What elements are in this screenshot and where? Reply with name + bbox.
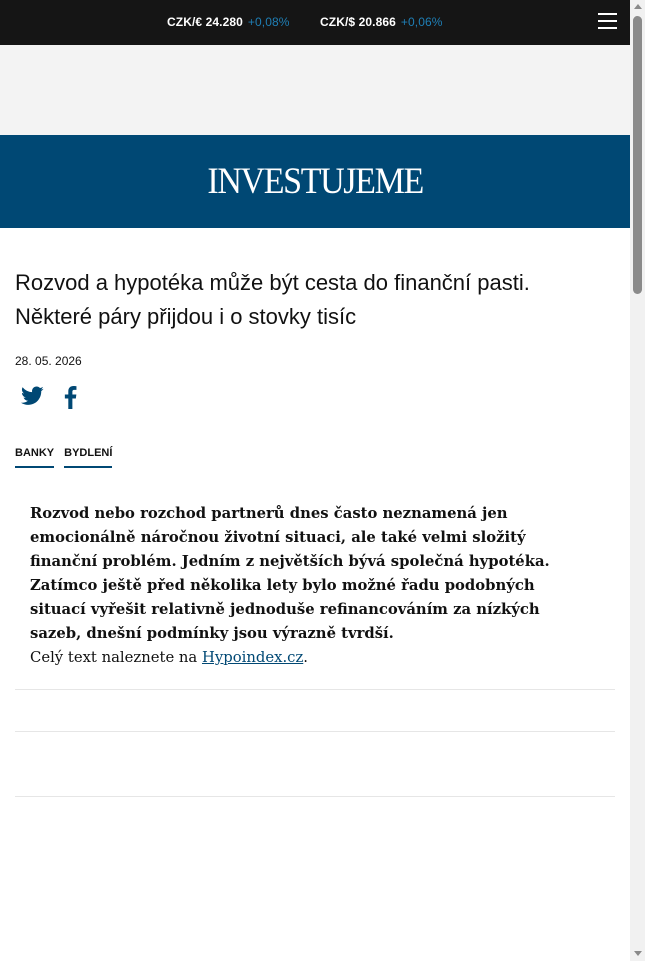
- hamburger-menu-icon[interactable]: [598, 13, 617, 29]
- source-suffix: .: [303, 649, 308, 666]
- facebook-share-button[interactable]: [64, 386, 77, 414]
- top-bar: [0, 0, 630, 45]
- site-logo[interactable]: INVESTUJEME: [207, 161, 423, 202]
- facebook-icon: [64, 386, 77, 409]
- ticker-usd-change: +0,06%: [400, 15, 443, 29]
- tag-bydleni[interactable]: BYDLENÍ: [64, 447, 112, 468]
- divider: [15, 796, 615, 797]
- twitter-icon: [21, 386, 44, 406]
- scroll-down-arrow-icon[interactable]: [634, 951, 642, 956]
- ticker-eur-change: +0,08%: [247, 15, 290, 29]
- ad-placeholder: [0, 45, 630, 135]
- scrollbar[interactable]: [630, 0, 645, 961]
- scrollbar-thumb[interactable]: [633, 16, 642, 294]
- ticker-usd-rate: CZK/$ 20.866: [320, 15, 396, 29]
- source-prefix: Celý text naleznete na: [30, 649, 198, 666]
- source-link[interactable]: Hypoindex.cz: [201, 649, 304, 666]
- article-title: Rozvod a hypotéka může být cesta do finanční pasti. Některé páry přijdou i o stovky tisíc: [15, 270, 530, 329]
- scroll-up-arrow-icon[interactable]: [634, 4, 642, 9]
- perex-text: Rozvod nebo rozchod partnerů dnes často neznamená jen emocionálně náročnou životní situaci, ale také velmi složitý finanční problém. Jedním z největších bývá společná hypotéka. Zatímco ještě před několika lety bylo možné řadu podobných situací vyřešit relativně jednoduše refinancováním za nízkých sazeb, dnešní podmínky jsou výrazně tvrdší.: [30, 505, 550, 642]
- ticker-eur-rate: CZK/€ 24.280: [167, 15, 243, 29]
- ticker-usd: [320, 15, 443, 29]
- divider: [15, 689, 615, 690]
- source-line: [30, 646, 595, 670]
- twitter-share-button[interactable]: [21, 386, 44, 411]
- article-perex: [30, 502, 595, 670]
- divider: [15, 731, 615, 732]
- tag-banky[interactable]: BANKY: [15, 447, 54, 468]
- article-tags: [15, 447, 122, 468]
- brand-banner: [0, 135, 630, 228]
- ticker-eur: [167, 15, 290, 29]
- article-date: 28. 05. 2026: [15, 354, 82, 368]
